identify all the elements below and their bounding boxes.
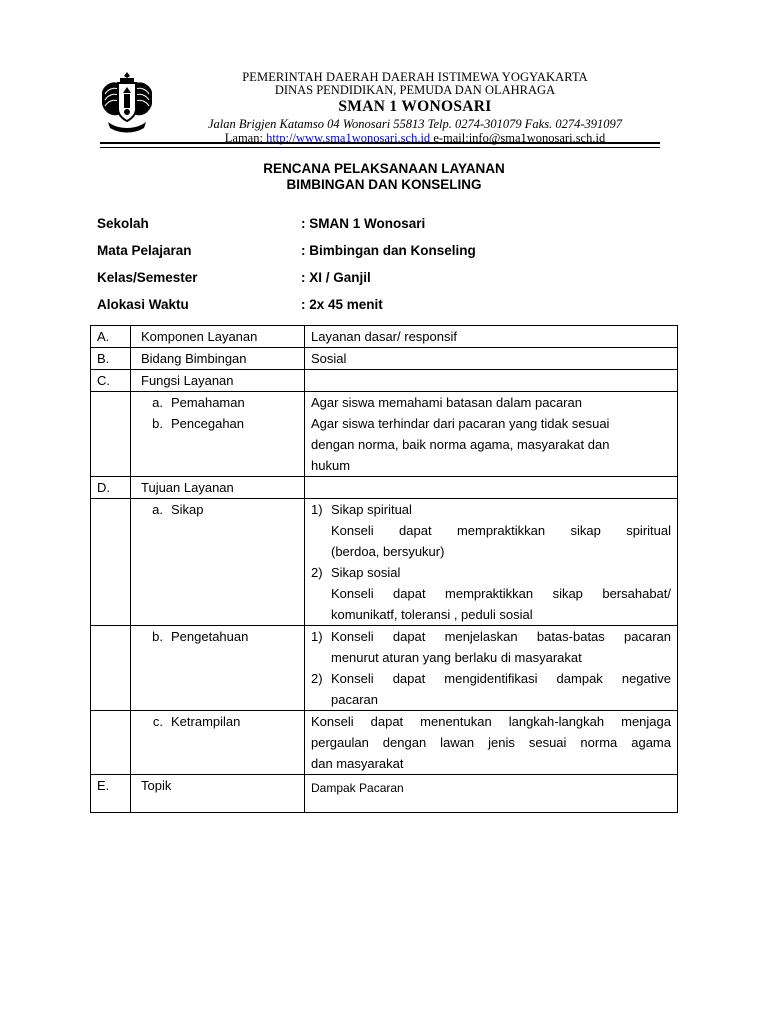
letterhead [92, 68, 660, 144]
function-value-2-line: hukum [311, 458, 351, 473]
list-item: c. Ketrampilan [152, 714, 241, 729]
knowledge-goals: 1) Konseli dapat menjelaskan batas-batas pacaran menurut aturan yang berlaku di masyarakat 2) Konseli dapat mengidentifikasi dampak negative pacaran [305, 626, 678, 711]
identity-value: : 2x 45 menit [301, 297, 383, 312]
document-title [90, 161, 678, 193]
service-plan-table [90, 325, 678, 813]
identity-value: : XI / Ganjil [301, 270, 371, 285]
row-label: Fungsi Layanan [131, 370, 305, 392]
letterhead-rule-thick [100, 142, 660, 144]
row-letter: A. [91, 326, 131, 348]
row-label: Komponen Layanan [131, 326, 305, 348]
school-name: SMAN 1 WONOSARI [338, 98, 492, 115]
table-row [91, 626, 678, 711]
email-text: e-mail:info@sma1wonosari.sch.id [430, 131, 606, 145]
identity-value: : SMAN 1 Wonosari [301, 216, 426, 231]
identity-value: : Bimbingan dan Konseling [301, 243, 476, 258]
identity-block [97, 216, 677, 324]
web-label: Laman: [224, 131, 267, 145]
table-row [91, 711, 678, 775]
list-item: a. Pemahaman [152, 395, 245, 410]
province-emblem-icon [98, 70, 156, 136]
school-address: Jalan Brigjen Katamso 04 Wonosari 55813 Telp. 0274-301079 Faks. 0274-391097 [207, 117, 622, 131]
list-item: b. Pengetahuan [152, 629, 249, 644]
title-line-1: RENCANA PELAKSANAAN LAYANAN [263, 161, 505, 176]
table-row [91, 477, 678, 499]
attitude-goals: 1) Sikap spiritual Konseli dapat mempraktikkan sikap spiritual (berdoa, bersyukur) 2) Sikap sosial Konseli dapat mempraktikkan sikap bersahabat/ komunikatf, toleransi , peduli sosial [305, 499, 678, 626]
identity-row [97, 270, 677, 297]
list-item: b. Pencegahan [152, 416, 245, 431]
title-line-2: BIMBINGAN DAN KONSELING [286, 177, 482, 192]
identity-row [97, 216, 677, 243]
row-letter: C. [91, 370, 131, 392]
row-letter: B. [91, 348, 131, 370]
row-value: Dampak Pacaran [305, 775, 678, 813]
row-value [305, 370, 678, 392]
identity-row [97, 243, 677, 270]
table-row [91, 348, 678, 370]
skill-goals: Konseli dapat menentukan langkah-langkah menjaga pergaulan dengan lawan jenis sesuai norma agama dan masyarakat [305, 711, 678, 775]
department-line: DINAS PENDIDIKAN, PEMUDA DAN OLAHRAGA [274, 83, 556, 97]
table-row [91, 370, 678, 392]
identity-label: Alokasi Waktu [97, 297, 189, 312]
table-row [91, 775, 678, 813]
row-value: Sosial [305, 348, 678, 370]
row-letter: D. [91, 477, 131, 499]
table-row [91, 392, 678, 477]
row-value: Layanan dasar/ responsif [305, 326, 678, 348]
identity-label: Mata Pelajaran [97, 243, 192, 258]
letterhead-text [162, 70, 668, 145]
letterhead-rule-thin [100, 147, 660, 148]
list-item: a. Sikap [152, 502, 204, 517]
table-row [91, 326, 678, 348]
website-link[interactable]: http://www.sma1wonosari.sch.id [266, 131, 431, 145]
row-label: Tujuan Layanan [131, 477, 305, 499]
function-value-1: Agar siswa memahami batasan dalam pacaran [311, 395, 582, 410]
function-value-2-line: dengan norma, baik norma agama, masyarakat dan [311, 437, 610, 452]
row-label: Bidang Bimbingan [131, 348, 305, 370]
row-letter: E. [91, 775, 131, 813]
function-values [305, 392, 678, 477]
identity-row [97, 297, 677, 324]
government-line: PEMERINTAH DAERAH DAERAH ISTIMEWA YOGYAKARTA [242, 70, 588, 84]
function-value-2-line: Agar siswa terhindar dari pacaran yang tidak sesuai [311, 416, 610, 431]
row-label: Topik [131, 775, 305, 813]
function-subitems [131, 392, 305, 477]
identity-label: Sekolah [97, 216, 149, 231]
identity-label: Kelas/Semester [97, 270, 198, 285]
table-row [91, 499, 678, 626]
